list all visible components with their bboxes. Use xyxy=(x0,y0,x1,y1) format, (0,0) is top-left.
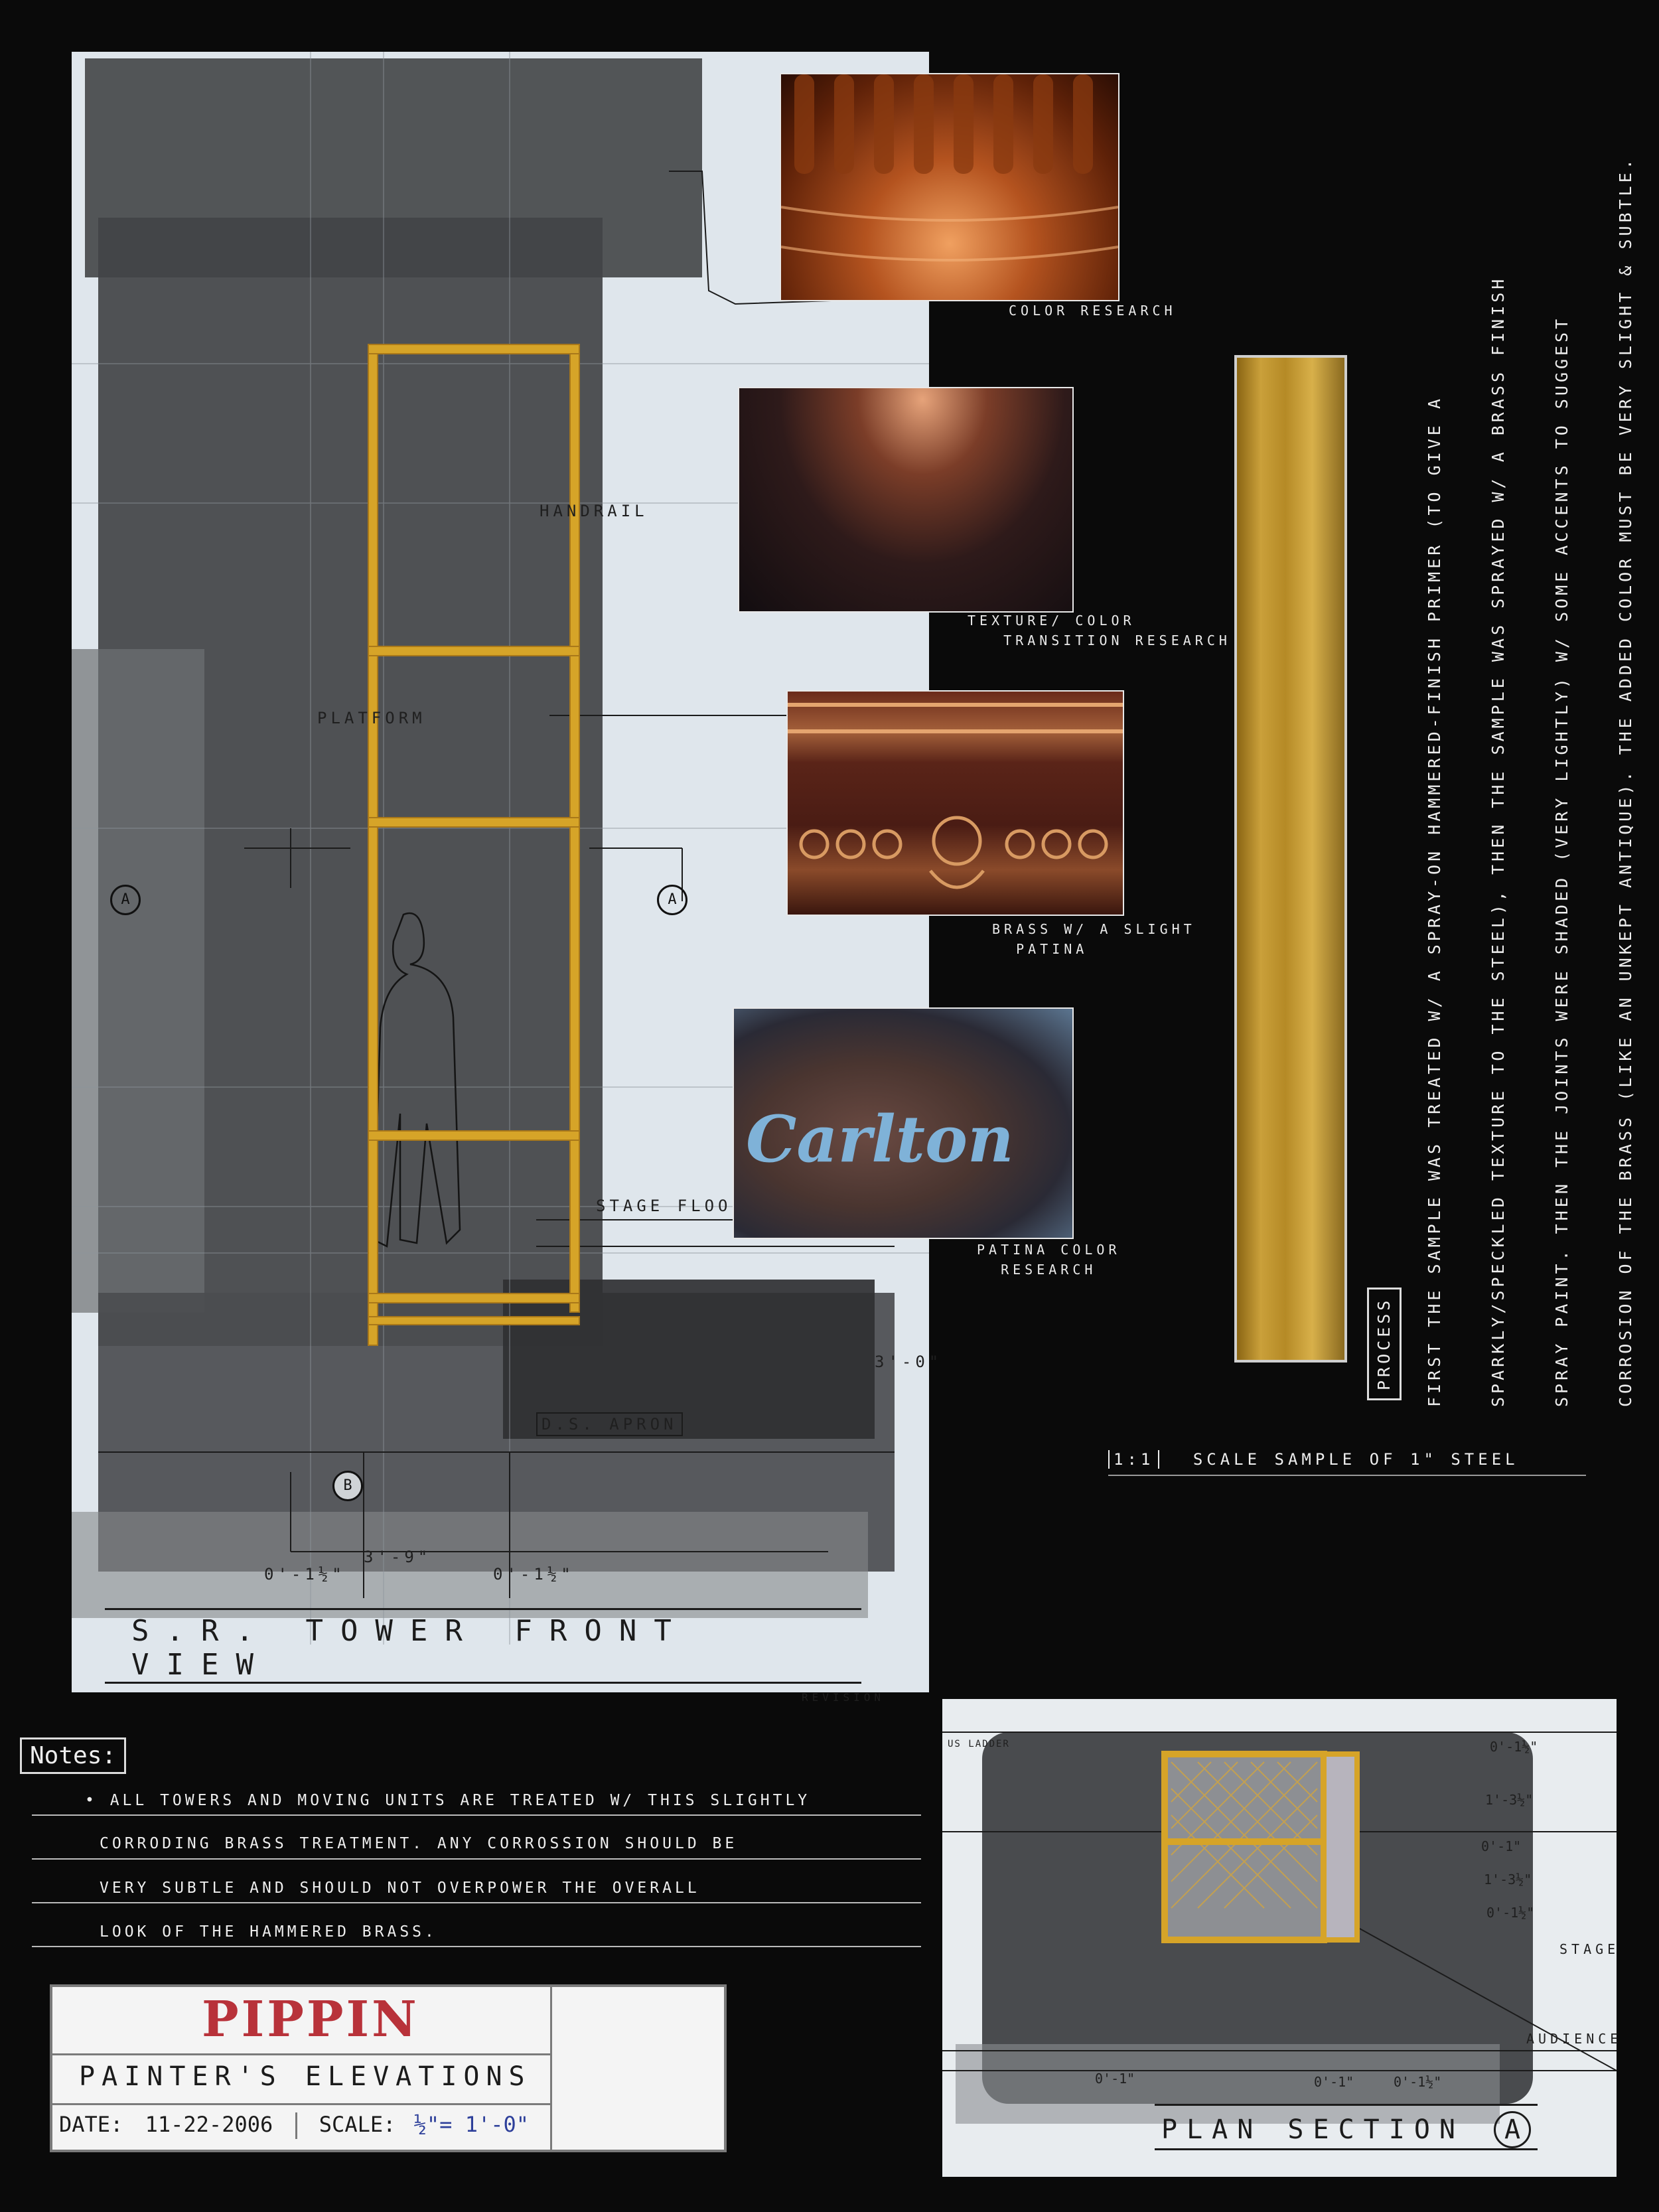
photo-brass-patina xyxy=(786,690,1124,916)
photo-caption-brass: BRASS W/ A SLIGHT PATINA xyxy=(992,921,1196,957)
plan-dim-7: 0'-1" xyxy=(1314,2074,1354,2090)
dim-left: 0'-1½" xyxy=(264,1565,346,1584)
tower-post-right xyxy=(569,344,580,1313)
date-value: 11-22-2006 xyxy=(145,2112,273,2137)
note-line-1: • ALL TOWERS AND MOVING UNITS ARE TREATED W/ THIS SLIGHTLY xyxy=(85,1792,811,1809)
label-revision: REVISION xyxy=(802,1691,885,1704)
plan-section-marker: A xyxy=(1494,2111,1531,2148)
process-line-2: SPARKLY/SPECKLED TEXTURE TO THE STEEL), THEN THE SAMPLE WAS SPRAYED W/ A BRASS FINISH xyxy=(1488,275,1508,1407)
photo-copper-column xyxy=(780,73,1119,301)
tower-base-rail-1 xyxy=(368,1293,580,1303)
elevation-title: S.R. TOWER FRONT VIEW xyxy=(105,1608,861,1684)
label-platform: PLATFORM xyxy=(317,709,426,727)
dim-height: 3'-0" xyxy=(875,1353,943,1371)
note-line-3: VERY SUBTLE AND SHOULD NOT OVERPOWER THE OVERALL xyxy=(100,1880,700,1897)
process-line-4: CORROSION OF THE BRASS (LIKE AN UNKEPT ANTIQUE). THE ADDED COLOR MUST BE VERY SLIGHT & SUBTLE. xyxy=(1616,156,1635,1407)
section-marker-a-right-label: A xyxy=(668,891,677,908)
photo-patina-sign xyxy=(733,1007,1074,1239)
note-line-4: LOOK OF THE HAMMERED BRASS. xyxy=(100,1923,437,1941)
photo-caption-texture: TEXTURE/ COLOR TRANSITION RESEARCH xyxy=(968,613,1231,648)
plan-dim-1: 0'-1½" xyxy=(1490,1739,1538,1755)
dim-width: 3'-9" xyxy=(364,1548,432,1566)
title-block-date-row xyxy=(59,2112,529,2139)
tower-mid-rail xyxy=(368,1130,580,1141)
plan-section-title-text: PLAN SECTION xyxy=(1161,2114,1465,2145)
process-line-1: FIRST THE SAMPLE WAS TREATED W/ A SPRAY-ON HAMMERED-FINISH PRIMER (TO GIVE A xyxy=(1425,396,1444,1407)
tower-handrail xyxy=(368,646,580,656)
notes-title: Notes: xyxy=(20,1737,126,1774)
steel-scale-text: SCALE SAMPLE OF 1" STEEL xyxy=(1192,1450,1519,1469)
photo-caption-color-research: COLOR RESEARCH xyxy=(1009,303,1177,319)
plan-dim-6: 0'-1" xyxy=(1095,2071,1135,2087)
tower-frame xyxy=(368,344,580,1346)
patina-sign-text: Carlton xyxy=(746,1102,1014,1177)
photo-texture-transition xyxy=(738,387,1074,613)
plan-dim-5: 0'-1½" xyxy=(1486,1905,1535,1921)
label-stage-floor: STAGE FLOO xyxy=(596,1197,732,1215)
note-rule-1 xyxy=(32,1814,921,1816)
title-block-divider xyxy=(550,1987,552,2150)
tower-post-left xyxy=(368,344,378,1346)
show-title: PIPPIN xyxy=(202,1991,419,2048)
plan-dim-8: 0'-1½" xyxy=(1394,2074,1442,2090)
steel-sample-caption xyxy=(1108,1450,1519,1469)
title-block-rule-2 xyxy=(52,2103,550,2105)
label-handrail: HANDRAIL xyxy=(540,502,648,520)
brass-ornament xyxy=(788,692,1123,915)
steel-scale-ratio: 1:1 xyxy=(1108,1450,1159,1469)
plan-section-sheet xyxy=(942,1699,1623,2177)
section-marker-b-label: B xyxy=(343,1477,352,1494)
date-label: DATE: xyxy=(59,2112,123,2137)
title-block-subtitle: PAINTER'S ELEVATIONS xyxy=(79,2061,532,2092)
scale-value: ½"= 1'-0" xyxy=(413,2112,530,2137)
title-block-rule-1 xyxy=(52,2053,550,2055)
plan-dim-3: 0'-1" xyxy=(1481,1838,1522,1854)
section-marker-a-left xyxy=(110,885,141,915)
section-marker-b xyxy=(332,1471,363,1501)
tower-top-rail xyxy=(368,344,580,354)
process-label-text: PROCESS xyxy=(1367,1288,1402,1400)
plan-dim-4: 1'-3½" xyxy=(1484,1872,1532,1887)
tower-base-rail-2 xyxy=(368,1316,580,1325)
plan-label-us-ladder: US LADDER xyxy=(948,1739,1010,1749)
process-line-3: SPRAY PAINT. THEN THE JOINTS WERE SHADED (VERY LIGHTLY) W/ SOME ACCENTS TO SUGGEST xyxy=(1552,315,1571,1407)
tower-platform-rail xyxy=(368,817,580,828)
photo-caption-patina: PATINA COLOR RESEARCH xyxy=(977,1242,1121,1278)
note-line-2: CORRODING BRASS TREATMENT. ANY CORROSSION SHOULD BE xyxy=(100,1835,738,1852)
plan-section-title xyxy=(1155,2104,1538,2150)
note-rule-4 xyxy=(32,1946,921,1947)
section-marker-a-left-label: A xyxy=(121,891,130,908)
label-ds-apron: D.S. APRON xyxy=(536,1412,683,1436)
title-block-separator xyxy=(295,2112,297,2139)
plan-label-stage: STAGE xyxy=(1559,1941,1620,1957)
section-marker-a-right xyxy=(657,885,687,915)
scale-label: SCALE: xyxy=(319,2112,396,2137)
steel-sample-swatch xyxy=(1234,355,1347,1363)
column-flutes xyxy=(781,74,1118,300)
plan-dim-2: 1'-3½" xyxy=(1485,1792,1534,1808)
steel-caption-rule xyxy=(1108,1475,1586,1476)
plan-label-audience: AUDIENCE xyxy=(1526,2031,1623,2047)
dim-right: 0'-1½" xyxy=(493,1565,575,1584)
title-block xyxy=(50,1984,727,2152)
note-rule-3 xyxy=(32,1902,921,1903)
note-rule-2 xyxy=(32,1858,921,1860)
